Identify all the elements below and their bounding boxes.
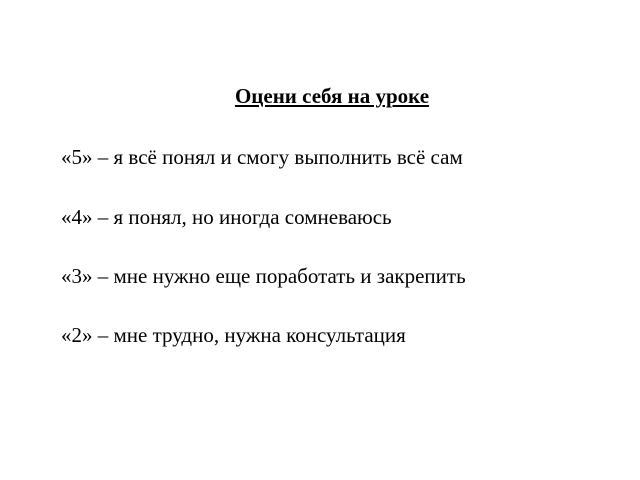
slide-title — [0, 82, 640, 110]
grade-5-item: «5» – я всё понял и смогу выполнить всё сам — [61, 145, 463, 169]
grade-2-item: «2» – мне трудно, нужна консультация — [61, 323, 406, 347]
slide-title-text: Оцени себя на уроке — [234, 84, 430, 108]
grade-4-item: «4» – я понял, но иногда сомневаюсь — [61, 205, 392, 229]
grade-3-item: «3» – мне нужно еще поработать и закрепить — [61, 264, 466, 288]
